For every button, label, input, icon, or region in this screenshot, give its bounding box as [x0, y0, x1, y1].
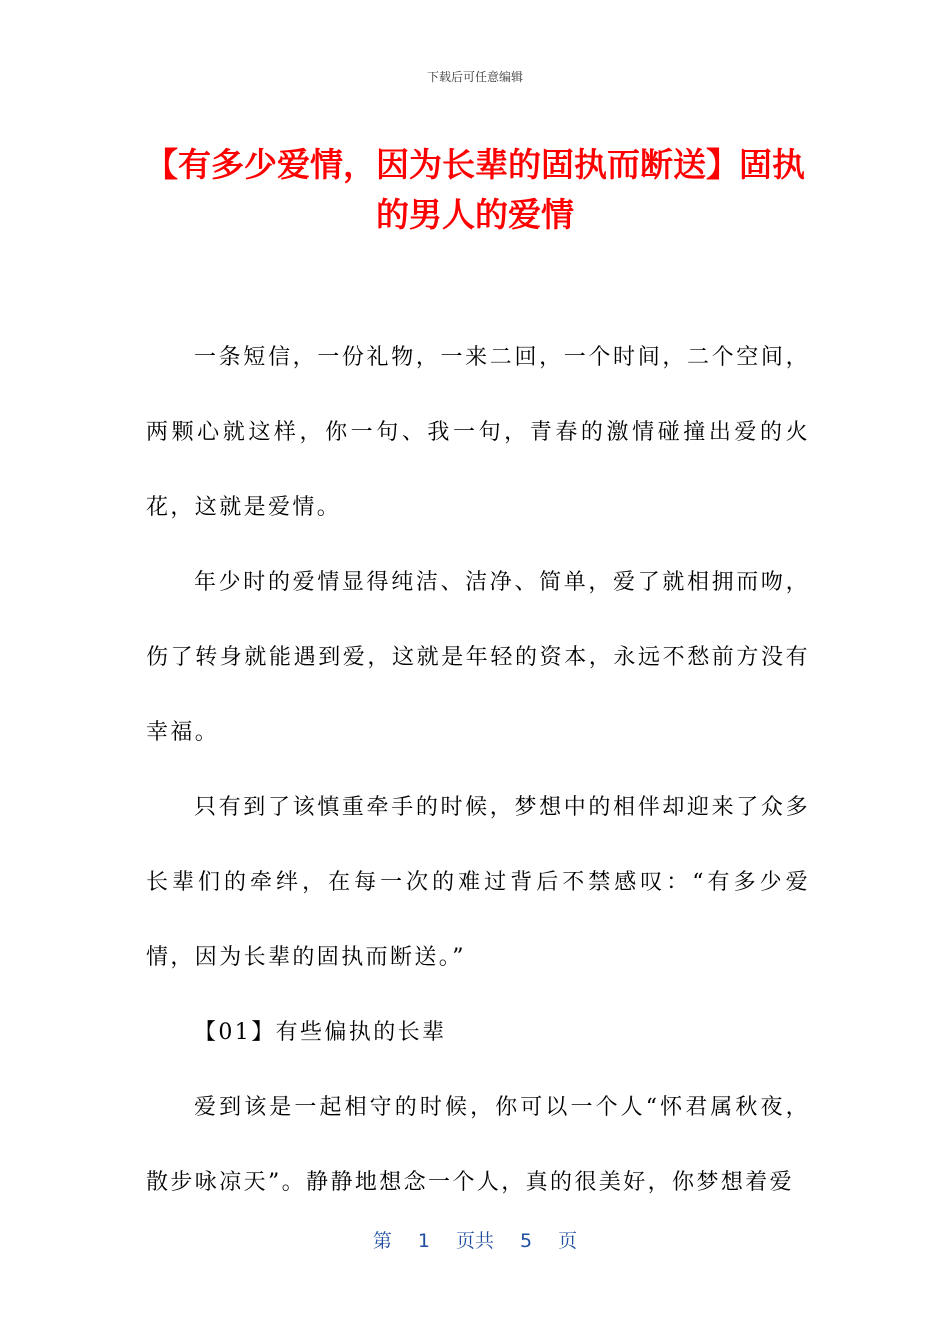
of-label: 页共 — [455, 1230, 494, 1252]
document-title: 【有多少爱情，因为长辈的固执而断送】固执的男人的爱情 — [145, 145, 805, 234]
paragraph: 只有到了该慎重牵手的时候，梦想中的相伴却迎来了众多长辈们的牵绊，在每一次的难过背后不禁感叹：“有多少爱情，因为长辈的固执而断送。” — [146, 795, 810, 970]
paragraph: 年少时的爱情显得纯洁、洁净、简单，爱了就相拥而吻，伤了转身就能遇到爱，这就是年轻的资本，永远不愁前方没有幸福。 — [146, 570, 810, 745]
section-heading: 【01】有些偏执的长辈 — [194, 1020, 447, 1045]
page-label: 第 — [372, 1230, 392, 1252]
page-number: 1 — [417, 1230, 430, 1252]
header-note: 下载后可任意编辑 — [426, 70, 523, 84]
page-footer — [0, 1226, 950, 1253]
document-body — [146, 320, 810, 1220]
paragraph: 一条短信，一份礼物，一来二回，一个时间，二个空间，两颗心就这样，你一句、我一句，青春的激情碰撞出爱的火花，这就是爱情。 — [146, 345, 810, 520]
paragraph: 爱到该是一起相守的时候，你可以一个人“怀君属秋夜，散步咏凉天”。静静地想念一个人，真的很美好，你梦想着爱 — [146, 1095, 810, 1195]
total-pages: 5 — [520, 1230, 533, 1252]
page-suffix: 页 — [558, 1230, 578, 1252]
